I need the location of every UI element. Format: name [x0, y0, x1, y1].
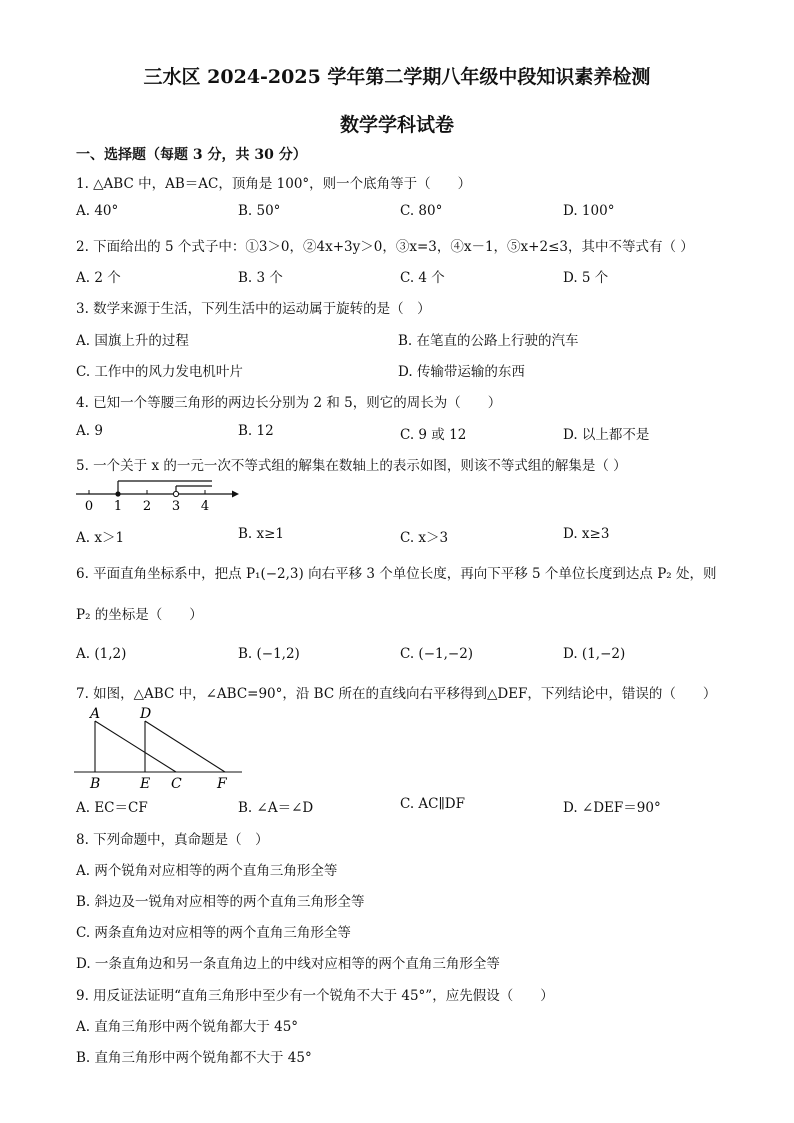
q7-option-c: C. AC∥DF — [400, 796, 465, 812]
q2-option-c: C. 4 个 — [400, 270, 445, 286]
q7-option-b: B. ∠A＝∠D — [238, 800, 314, 816]
q9-option-b: B. 直角三角形中两个锐角都不大于 45° — [76, 1050, 312, 1066]
q6-option-d: D. (1,−2) — [563, 646, 626, 662]
question-8-stem: 8. 下列命题中，真命题是（ ） — [76, 832, 269, 848]
exam-subtitle: 数学学科试卷 — [339, 114, 454, 136]
q1-option-c: C. 80° — [400, 203, 443, 219]
label-4: 4 — [200, 499, 210, 514]
q5-option-c: C. x＞3 — [400, 530, 449, 546]
section-heading: 一、选择题（每题 3 分，共 30 分） — [76, 147, 307, 163]
q7-option-d: D. ∠DEF＝90° — [563, 800, 661, 816]
q6-option-b: B. (−1,2) — [238, 646, 300, 662]
q5-option-d: D. x≥3 — [563, 526, 610, 542]
point-f-label: F — [217, 776, 227, 792]
q7-option-a: A. EC＝CF — [76, 800, 148, 816]
number-line-figure — [74, 478, 239, 514]
exam-title: 三水区 2024-2025 学年第二学期八年级中段知识素养检测 — [143, 66, 651, 88]
q6-option-c: C. (−1,−2) — [400, 646, 474, 662]
point-d-label: D — [140, 706, 152, 722]
point-c-label: C — [171, 776, 182, 792]
question-7-stem: 7. 如图，△ABC 中，∠ABC=90°，沿 BC 所在的直线向右平移得到△DEF，下列结论中，错误的（ ） — [76, 686, 717, 702]
q2-option-b: B. 3 个 — [238, 270, 283, 286]
q5-option-b: B. x≥1 — [238, 526, 285, 542]
question-4-stem: 4. 已知一个等腰三角形的两边长分别为 2 和 5，则它的周长为（ ） — [76, 395, 502, 411]
open-point-3 — [173, 491, 178, 496]
point-e-label: E — [140, 776, 151, 792]
segment-df — [145, 721, 225, 772]
q2-option-d: D. 5 个 — [563, 270, 609, 286]
q5-option-a: A. x＞1 — [76, 530, 125, 546]
q1-option-d: D. 100° — [563, 203, 615, 219]
question-2-stem: 2. 下面给出的 5 个式子中：①3＞0，②4x+3y＞0，③x=3，④x－1，⑤x+2≤3，其中不等式有（ ） — [76, 239, 694, 255]
q1-option-b: B. 50° — [238, 203, 281, 219]
q4-option-b: B. 12 — [238, 423, 274, 439]
segment-ac — [95, 721, 176, 772]
question-5-stem: 5. 一个关于 x 的一元一次不等式组的解集在数轴上的表示如图，则该不等式组的解集是（ ） — [76, 458, 627, 474]
label-0: 0 — [84, 499, 94, 514]
question-9-stem: 9. 用反证法证明“直角三角形中至少有一个锐角不大于 45°”，应先假设（ ） — [76, 988, 554, 1004]
point-b-label: B — [90, 776, 101, 792]
point-a-label: A — [90, 706, 101, 722]
q4-option-d: D. 以上都不是 — [563, 427, 650, 443]
translation-triangle-figure — [74, 704, 246, 792]
question-3-stem: 3. 数学来源于生活，下列生活中的运动属于旋转的是（ ） — [76, 301, 431, 317]
q8-option-a: A. 两个锐角对应相等的两个直角三角形全等 — [76, 863, 338, 879]
q4-option-a: A. 9 — [76, 423, 103, 439]
number-line-arrowhead — [232, 491, 239, 498]
question-1-stem: 1. △ABC 中，AB＝AC，顶角是 100°，则一个底角等于（ ） — [76, 176, 472, 192]
q6-option-a: A. (1,2) — [76, 646, 127, 662]
q1-option-a: A. 40° — [76, 203, 119, 219]
label-1: 1 — [113, 499, 123, 514]
question-6-stem-line2: P₂ 的坐标是（ ） — [76, 607, 203, 623]
q8-option-c: C. 两条直角边对应相等的两个直角三角形全等 — [76, 925, 351, 941]
closed-point-1 — [115, 491, 120, 496]
q3-option-d: D. 传输带运输的东西 — [398, 364, 525, 380]
question-6-stem-line1: 6. 平面直角坐标系中，把点 P₁(−2,3) 向右平移 3 个单位长度，再向下平移 5 个单位长度到达点 P₂ 处，则 — [76, 566, 717, 582]
label-2: 2 — [142, 499, 152, 514]
q9-option-a: A. 直角三角形中两个锐角都大于 45° — [76, 1019, 299, 1035]
q4-option-c: C. 9 或 12 — [400, 427, 467, 443]
q8-option-d: D. 一条直角边和另一条直角边上的中线对应相等的两个直角三角形全等 — [76, 956, 500, 972]
q3-option-c: C. 工作中的风力发电机叶片 — [76, 364, 243, 380]
q2-option-a: A. 2 个 — [76, 270, 121, 286]
q3-option-b: B. 在笔直的公路上行驶的汽车 — [398, 333, 579, 349]
label-3: 3 — [171, 499, 181, 514]
q8-option-b: B. 斜边及一锐角对应相等的两个直角三角形全等 — [76, 894, 365, 910]
q3-option-a: A. 国旗上升的过程 — [76, 333, 189, 349]
